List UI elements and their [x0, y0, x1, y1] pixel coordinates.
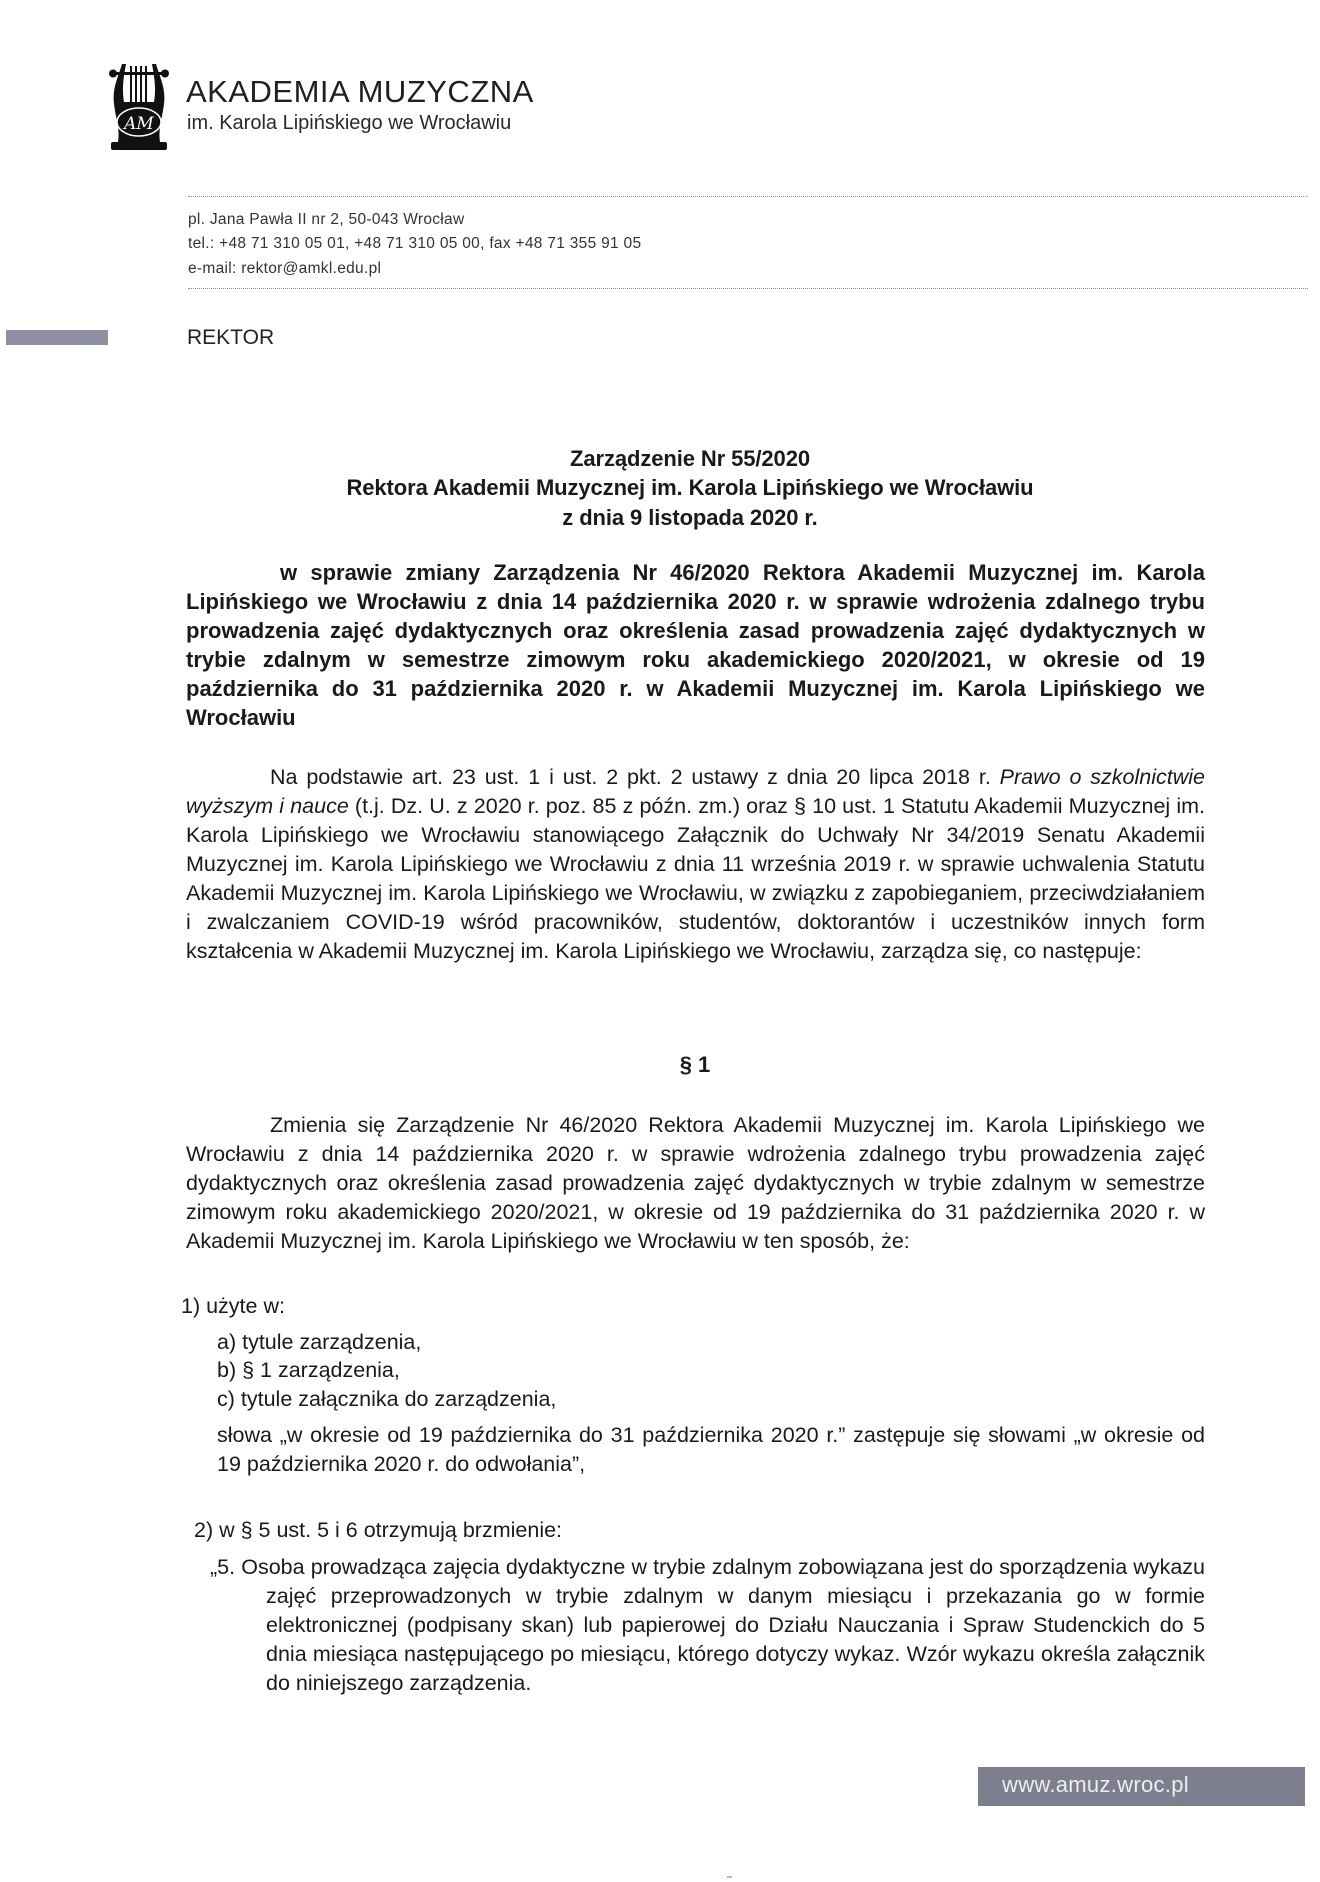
- list-item-2: 2) w § 5 ust. 5 i 6 otrzymują brzmienie:: [194, 1518, 563, 1542]
- email-address: e-mail: rektor@amkl.edu.pl: [188, 260, 382, 277]
- amended-provision-quote: [210, 1553, 1205, 1698]
- list-item-1: 1) użyte w:: [181, 1294, 285, 1318]
- preamble-part-2: (t.j. Dz. U. z 2020 r. poz. 85 z późn. zm.) oraz § 10 ust. 1 Statutu Akademii Muzycznej im. Karola Lipińskiego we Wrocławiu stanowiącego Załącznik do Uchwały Nr 34/2019 Senatu Akademii Muzycznej im. Karola Lipińskiego we Wrocławiu z dnia 11 września 2019 r. w sprawie uchwalenia Statutu Akademii Muzycznej im. Karola Lipińskiego we Wrocławiu, w związku z zapobieganiem, przeciwdziałaniem i zwalczaniem COVID-19 wśród pracowników, studentów, doktorantów i uczestników innych form kształcenia w Akademii Muzycznej im. Karola Lipińskiego we Wrocławiu, zarządza się, co następuje:: [186, 794, 1205, 963]
- section-heading: § 1: [679, 1052, 711, 1077]
- postal-address: pl. Jana Pawła II nr 2, 50-043 Wrocław: [188, 211, 465, 228]
- sub-list-item: b) § 1 zarządzenia,: [217, 1358, 400, 1382]
- section-intro-text: Zmienia się Zarządzenie Nr 46/2020 Rektora Akademii Muzycznej im. Karola Lipińskiego we Wrocławiu z dnia 14 października 2020 r. w sprawie wdrożenia zdalnego trybu prowadzenia zajęć dydaktycznych oraz określenia zasad prowadzenia zajęć dydaktycznych w trybie zdalnym w semestrze zimowym roku akademickiego 2020/2021, w okresie od 19 października do 31 października 2020 r. w Akademii Muzycznej im. Karola Lipińskiego we Wrocławiu w ten sposób, że:: [186, 1113, 1205, 1253]
- institution-name: AKADEMIA MUZYCZNA: [186, 74, 534, 109]
- lyre-logo-icon: [108, 58, 170, 152]
- replacement-clause: [217, 1421, 1205, 1479]
- header-divider-top: [188, 196, 1308, 197]
- subject-text: w sprawie zmiany Zarządzenia Nr 46/2020 Rektora Akademii Muzycznej im. Karola Lipińskiego we Wrocławiu z dnia 14 października 2020 r. w sprawie wdrożenia zdalnego trybu prowadzenia zajęć dydaktycznych oraz określenia zasad prowadzenia zajęć dydaktycznych w trybie zdalnym w semestrze zimowym roku akademickiego 2020/2021, w okresie od 19 października do 31 października 2020 r. w Akademii Muzycznej im. Karola Lipińskiego we Wrocławiu: [186, 560, 1205, 730]
- sub-list-item: a) tytule zarządzenia,: [217, 1330, 422, 1354]
- replacement-text: słowa „w okresie od 19 października do 31 października 2020 r.” zastępuje się słowami „w okresie od 19 października 2020 r. do odwołania”,: [217, 1423, 1205, 1476]
- document-title: Zarządzenie Nr 55/2020: [570, 446, 810, 471]
- header-divider-bottom: [188, 288, 1308, 289]
- sub-list-item: c) tytule załącznika do zarządzenia,: [217, 1387, 557, 1411]
- quote-text: „5. Osoba prowadząca zajęcia dydaktyczne w trybie zdalnym zobowiązana jest do sporządzenia wykazu zajęć przeprowadzonych w trybie zdalnym w danym miesiącu i przekazania go w formie elektronicznej (podpisany skan) lub papierowej do Działu Nauczania i Spraw Studenckich do 5 dnia miesiąca następującego po miesiącu, którego dotyczy wykaz. Wzór wykazu określa załącznik do niniejszego zarządzenia.: [210, 1555, 1205, 1695]
- section-intro-paragraph: [186, 1111, 1205, 1256]
- office-label: REKTOR: [187, 326, 275, 349]
- svg-text:AM: AM: [124, 114, 154, 134]
- side-accent-bar: [6, 330, 108, 345]
- act-title: Prawo o szkolnictwie wyższym i nauce: [186, 765, 1205, 818]
- document-subject: [186, 558, 1205, 732]
- legal-basis-paragraph: [186, 763, 1205, 966]
- website-link[interactable]: www.amuz.wroc.pl: [1002, 1772, 1189, 1797]
- preamble-part-1: Na podstawie art. 23 ust. 1 i ust. 2 pkt. 2 ustawy z dnia 20 lipca 2018 r.: [270, 765, 1000, 789]
- scan-artifact: [727, 1876, 732, 1878]
- preamble-text: [186, 763, 1205, 966]
- document-issuer: Rektora Akademii Muzycznej im. Karola Lipińskiego we Wrocławiu: [346, 475, 1034, 500]
- document-date: z dnia 9 listopada 2020 r.: [562, 505, 818, 530]
- phone-fax: tel.: +48 71 310 05 01, +48 71 310 05 00, fax +48 71 355 91 05: [188, 235, 642, 252]
- institution-subtitle: im. Karola Lipińskiego we Wrocławiu: [187, 112, 512, 134]
